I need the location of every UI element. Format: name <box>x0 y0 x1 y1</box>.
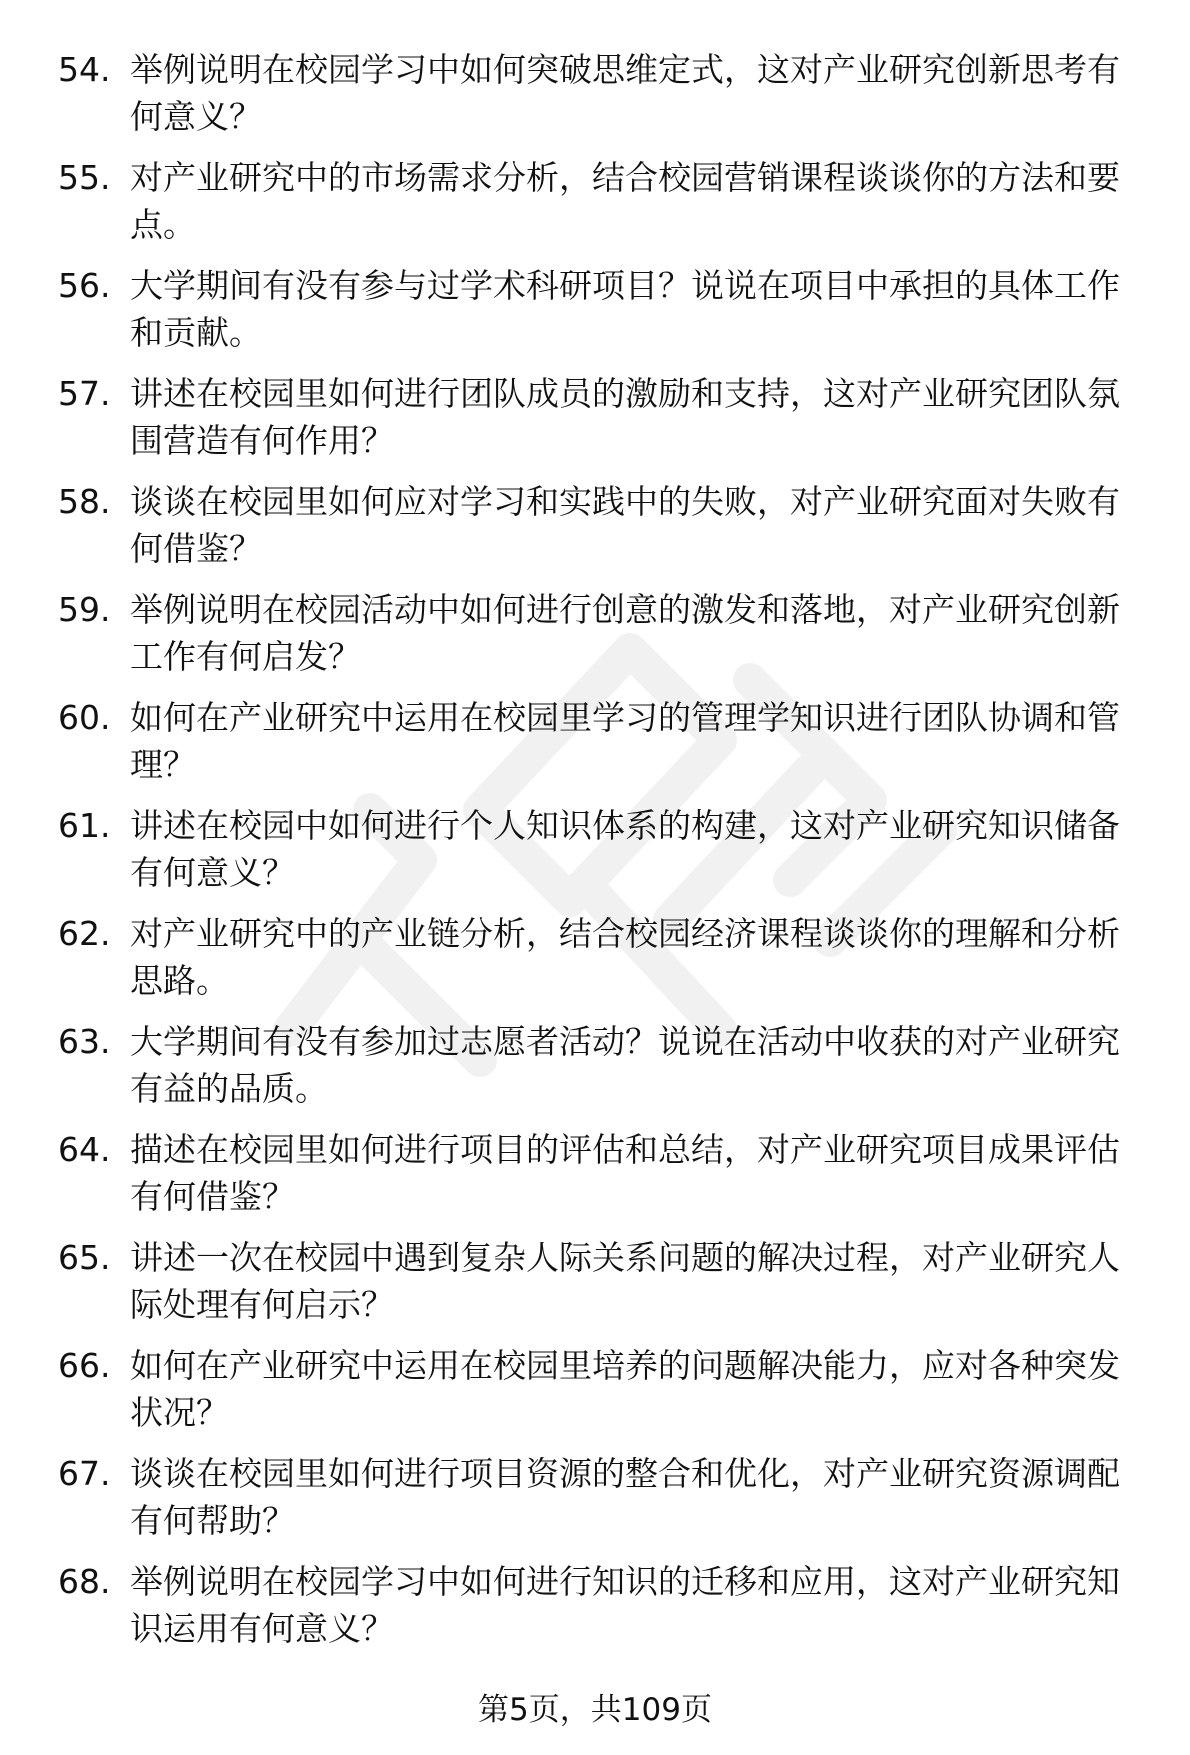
question-number: 54. <box>58 50 111 89</box>
question-item <box>58 1018 1148 1126</box>
question-number: 67. <box>58 1454 111 1493</box>
question-item <box>58 154 1148 262</box>
question-number: 65. <box>58 1238 111 1277</box>
question-item <box>58 1342 1148 1450</box>
question-text: 大学期间有没有参与过学术科研项目？说说在项目中承担的具体工作和贡献。 <box>130 266 1120 352</box>
question-number: 68. <box>58 1562 111 1601</box>
question-text: 对产业研究中的产业链分析，结合校园经济课程谈谈你的理解和分析思路。 <box>130 914 1120 1000</box>
question-number: 62. <box>58 914 111 953</box>
question-item <box>58 262 1148 370</box>
question-item <box>58 910 1148 1018</box>
question-text: 大学期间有没有参加过志愿者活动？说说在活动中收获的对产业研究有益的品质。 <box>130 1022 1120 1108</box>
question-number: 57. <box>58 374 111 413</box>
question-item <box>58 370 1148 478</box>
question-number: 63. <box>58 1022 111 1061</box>
question-number: 61. <box>58 806 111 845</box>
question-text: 讲述在校园里如何进行团队成员的激励和支持，这对产业研究团队氛围营造有何作用？ <box>130 374 1120 460</box>
question-item <box>58 478 1148 586</box>
question-item <box>58 694 1148 802</box>
question-number: 66. <box>58 1346 111 1385</box>
question-text: 如何在产业研究中运用在校园里学习的管理学知识进行团队协调和管理？ <box>130 698 1120 784</box>
question-text: 谈谈在校园里如何进行项目资源的整合和优化，对产业研究资源调配有何帮助？ <box>130 1454 1120 1540</box>
question-text: 谈谈在校园里如何应对学习和实践中的失败，对产业研究面对失败有何借鉴？ <box>130 482 1120 568</box>
question-text: 如何在产业研究中运用在校园里培养的问题解决能力，应对各种突发状况？ <box>130 1346 1120 1432</box>
question-number: 55. <box>58 158 111 197</box>
question-text: 讲述在校园中如何进行个人知识体系的构建，这对产业研究知识储备有何意义？ <box>130 806 1120 892</box>
question-item <box>58 1558 1148 1666</box>
question-item <box>58 46 1148 154</box>
page-footer: 第5页，共109页 <box>478 1692 712 1728</box>
question-text: 举例说明在校园活动中如何进行创意的激发和落地，对产业研究创新工作有何启发？ <box>130 590 1120 676</box>
question-item <box>58 1126 1148 1234</box>
question-number: 64. <box>58 1130 111 1169</box>
question-number: 56. <box>58 266 111 305</box>
question-number: 60. <box>58 698 111 737</box>
question-text: 举例说明在校园学习中如何突破思维定式，这对产业研究创新思考有何意义？ <box>130 50 1120 136</box>
question-text: 描述在校园里如何进行项目的评估和总结，对产业研究项目成果评估有何借鉴？ <box>130 1130 1120 1216</box>
question-number: 58. <box>58 482 111 521</box>
question-text: 讲述一次在校园中遇到复杂人际关系问题的解决过程，对产业研究人际处理有何启示？ <box>130 1238 1120 1324</box>
question-text: 举例说明在校园学习中如何进行知识的迁移和应用，这对产业研究知识运用有何意义？ <box>130 1562 1120 1648</box>
question-item <box>58 1450 1148 1558</box>
question-number: 59. <box>58 590 111 629</box>
question-item <box>58 1234 1148 1342</box>
question-item <box>58 586 1148 694</box>
question-text: 对产业研究中的市场需求分析，结合校园营销课程谈谈你的方法和要点。 <box>130 158 1120 244</box>
question-list <box>58 46 1148 1666</box>
question-item <box>58 802 1148 910</box>
